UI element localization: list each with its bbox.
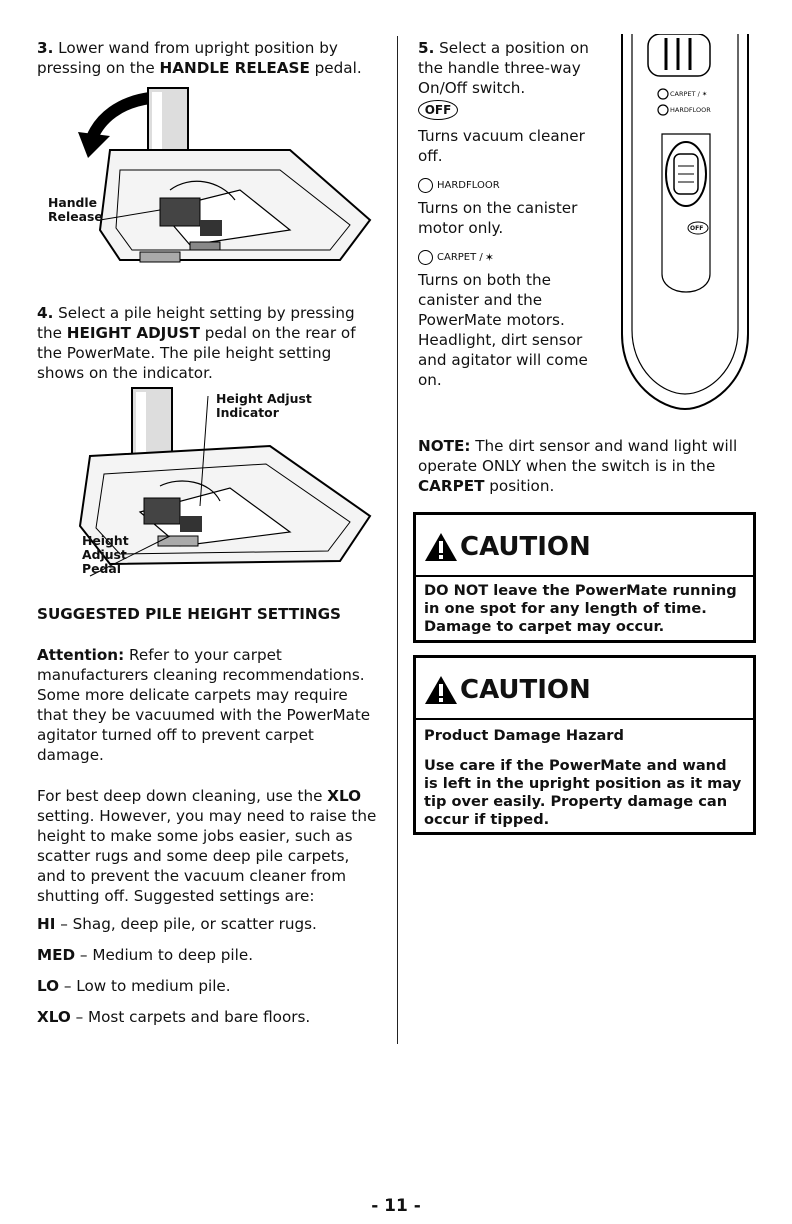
attention-paragraph: Attention: Refer to your carpet manufacturers cleaning recommendations. Some more delicate carpets may require that they be vacuumed with the PowerMate agitator turned off to prevent carpet damage. [37, 646, 371, 764]
off-description: Turns vacuum cleaner off. [418, 127, 585, 165]
caution-box-2 [413, 655, 756, 835]
height-adjust-pedal-label: Height Adjust Pedal [82, 533, 129, 576]
step-5-text: 5. Select a position on the handle three-way On/Off switch. [418, 39, 589, 97]
handle-hardfloor-label: HARDFLOOR [670, 106, 711, 114]
step-3-text: 3. Lower wand from upright position by pressing on the HANDLE RELEASE pedal. [37, 39, 362, 77]
warning-triangle-icon [424, 532, 458, 562]
hardfloor-option: HARDFLOOR [418, 178, 500, 193]
step-4-text: 4. Select a pile height setting by pressing the HEIGHT ADJUST pedal on the rear of the PowerMate. The pile height setting shows on the indicator. [37, 304, 356, 382]
handle-off-label: OFF [690, 225, 704, 232]
setting-lo: LO – Low to medium pile. [37, 977, 231, 995]
section-title: SUGGESTED PILE HEIGHT SETTINGS [37, 605, 341, 623]
handle-carpet-label: CARPET / ✶ [670, 90, 708, 98]
handle-release-figure [40, 80, 380, 285]
handle-release-label: Handle Release [48, 195, 103, 224]
light-bulb-icon: ✶ [484, 251, 494, 264]
caution-2-subtitle: Product Damage Hazard [424, 727, 624, 744]
hardfloor-radio-icon [418, 178, 433, 193]
hardfloor-description: Turns on the canister motor only. [418, 199, 578, 237]
setting-xlo: XLO – Most carpets and bare floors. [37, 1008, 311, 1026]
note-paragraph: NOTE: The dirt sensor and wand light will operate ONLY when the switch is in the CARPET position. [418, 437, 738, 495]
caution-2-header: CAUTION [416, 658, 753, 708]
setting-med: MED – Medium to deep pile. [37, 946, 254, 964]
rotate-arrow-icon [92, 98, 150, 138]
best-cleaning-paragraph: For best deep down cleaning, use the XLO setting. However, you may need to raise the height to make some jobs easier, such as scatter rugs and some deep pile carpets, and to prevent the vacuum cleaner from shutting off. Suggested settings are: [37, 787, 377, 905]
carpet-radio-icon [418, 250, 433, 265]
caution-box-1 [413, 512, 756, 643]
off-symbol-icon: OFF [418, 100, 458, 120]
caution-2-body: Use care if the PowerMate and wand is left in the upright position as it may tip over easily. Property damage can occur if tipped. [424, 757, 742, 828]
setting-hi: HI – Shag, deep pile, or scatter rugs. [37, 915, 317, 933]
carpet-description: Turns on both the canister and the PowerMate motors. Headlight, dirt sensor and agitator will come on. [418, 271, 588, 389]
height-adjust-indicator-label: Height Adjust Indicator [216, 391, 312, 420]
carpet-option: CARPET / ✶ [418, 250, 494, 265]
page-number: - 11 - [371, 1196, 421, 1216]
caution-1-header: CAUTION [416, 515, 753, 565]
caution-1-body: DO NOT leave the PowerMate running in one spot for any length of time. Damage to carpet may occur. [424, 582, 737, 635]
column-divider [397, 36, 398, 1044]
warning-triangle-icon [424, 675, 458, 705]
